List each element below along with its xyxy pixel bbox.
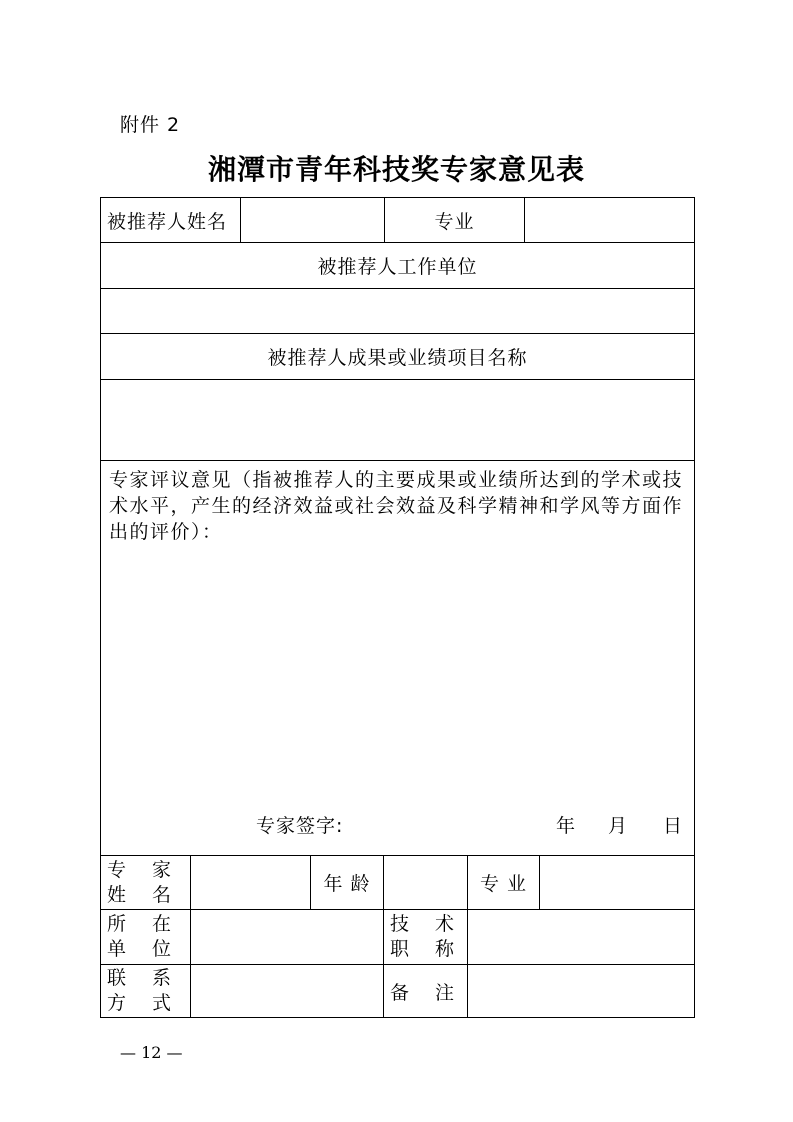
signature-label: 专家签字: <box>256 815 344 837</box>
remarks-label: 备 注 <box>384 965 468 1018</box>
major-label: 专业 <box>385 198 525 243</box>
major-field[interactable] <box>525 198 695 243</box>
page-number: — 12 — <box>120 1043 183 1062</box>
expert-name-label: 专 家 姓 名 <box>101 856 191 910</box>
unit-label: 所 在 单 位 <box>101 910 191 965</box>
expert-major-field[interactable] <box>540 856 695 910</box>
work-unit-field[interactable] <box>101 289 695 334</box>
age-label: 年 龄 <box>311 856 384 910</box>
attachment-label: 附件 2 <box>120 114 181 136</box>
unit-field[interactable] <box>191 910 384 965</box>
day-label: 日 <box>663 815 684 837</box>
remarks-field[interactable] <box>468 965 695 1018</box>
form-title: 湘潭市青年科技奖专家意见表 <box>207 153 585 186</box>
nominee-name-label: 被推荐人姓名 <box>101 198 241 243</box>
expert-name-field[interactable] <box>191 856 311 910</box>
expert-opinion-form <box>100 197 694 1018</box>
nominee-table <box>100 197 695 856</box>
month-label: 月 <box>608 815 629 837</box>
tech-title-label: 技 术 职 称 <box>384 910 468 965</box>
tech-title-field[interactable] <box>468 910 695 965</box>
contact-field[interactable] <box>191 965 384 1018</box>
nominee-name-field[interactable] <box>241 198 385 243</box>
achievement-label: 被推荐人成果或业绩项目名称 <box>101 334 695 380</box>
age-field[interactable] <box>384 856 468 910</box>
work-unit-label: 被推荐人工作单位 <box>101 243 695 289</box>
expert-table <box>100 855 695 910</box>
comment-instructions: 专家评议意见（指被推荐人的主要成果或业绩所达到的学术或技术水平，产生的经济效益或社会效益及科学精神和学风等方面作出的评价）： <box>109 469 684 543</box>
comment-cell[interactable] <box>101 461 695 856</box>
achievement-field[interactable] <box>101 380 695 461</box>
expert-major-label: 专 业 <box>468 856 540 910</box>
year-label: 年 <box>556 815 577 837</box>
expert-table-2 <box>100 909 695 1018</box>
contact-label: 联 系 方 式 <box>101 965 191 1018</box>
